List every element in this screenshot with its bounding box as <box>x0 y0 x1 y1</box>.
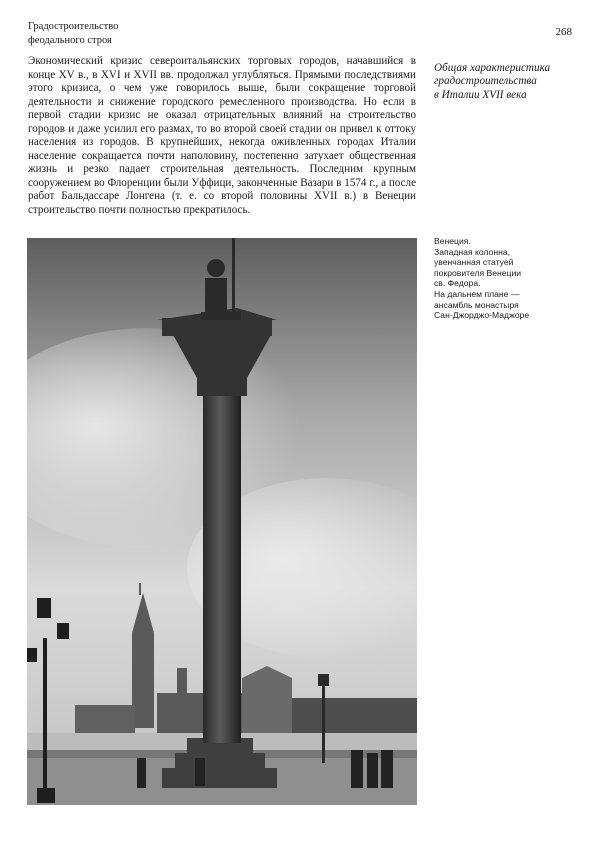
body-paragraph: Экономический кризис североитальянских торговых городов, начавшийся в конце XV в., в XVI и XVII вв. продолжал углубляться. Прямыми последствиями этого кризиса, о чем уже говорилось выше, были сокращение торговой деятельности и снижение городского ремесленного производства. Но если в первой стадии кризис не оказал отрицательных влияний на строительство городов и даже усилил его размах, то во второй своей стадии он привел к оттоку населения из городов. В крупнейших, некогда оживленных городах Италии население сокращается почти наполовину, постепенно затухает общественная жизнь и резко падает строительная деятельность. Последним крупным сооружением во Флоренции были Уффици, законченные Вазари в 1574 г., а после работ Бальдассаре Лонгена (т. е. со второй половины XVII в.) в Венеции строительство почти полностью прекратилось. <box>28 55 416 217</box>
caption-line-6: На дальнем плане — <box>434 288 520 299</box>
running-head-line-2: феодального строя <box>28 35 112 46</box>
caption-line-4: покровителя Венеции <box>434 267 522 278</box>
column-shaft <box>203 393 241 743</box>
page-number: 268 <box>555 26 572 38</box>
caption-line-7: ансамбль монастыря <box>434 299 519 310</box>
column-photo <box>27 238 417 805</box>
side-heading-line-2: градостроительства <box>434 75 537 88</box>
running-head <box>28 20 118 48</box>
side-heading-line-3: в Италии XVII века <box>434 88 527 101</box>
caption-line-8: Сан-Джорджо-Маджоре <box>434 310 530 321</box>
running-head-line-1: Градостроительство <box>28 21 119 32</box>
caption-line-5: св. Федора. <box>434 278 481 289</box>
side-heading-line-1: Общая характеристика <box>434 62 551 74</box>
caption-line-3: увенчанная статуей <box>434 257 514 268</box>
caption-line-2: Западная колонна, <box>434 246 510 257</box>
photo-caption <box>434 236 574 321</box>
caption-line-1: Венеция. <box>434 236 471 246</box>
column-photo-illustration <box>27 238 417 805</box>
side-heading <box>434 62 574 102</box>
